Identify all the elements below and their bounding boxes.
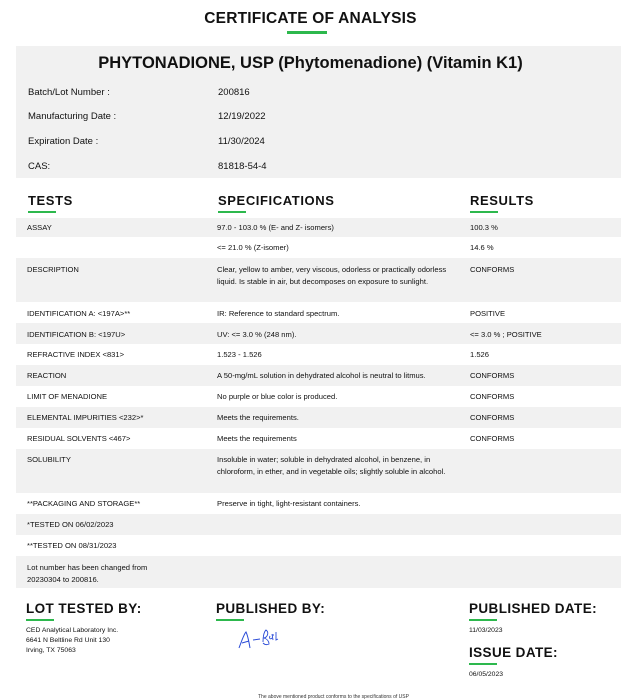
test-name: REACTION (27, 371, 67, 380)
table-row-tested-on-1 (16, 514, 621, 535)
test-specification: Clear, yellow to amber, very viscous, odorless or practically odorless liquid. Is stable in air, but decomposes on exposure to sunlight. (217, 265, 447, 286)
test-result: 14.6 % (470, 243, 494, 252)
issue-date-underline (469, 663, 497, 665)
test-specification: <= 21.0 % (Z-isomer) (217, 243, 289, 252)
batch-lot-value: 200816 (218, 87, 250, 98)
test-note: *TESTED ON 06/02/2023 (27, 520, 114, 529)
test-specification: Meets the requirements. (217, 413, 299, 422)
test-specification: Meets the requirements (217, 434, 297, 443)
test-result: CONFORMS (470, 434, 515, 443)
conformance-statement: The above mentioned product conforms to the specifications of USP (258, 694, 409, 700)
table-row-refractive-index (16, 344, 621, 365)
cas-label: CAS: (28, 161, 51, 172)
expiration-date-label: Expiration Date : (28, 136, 99, 147)
issue-date-heading: ISSUE DATE: (469, 645, 558, 660)
specifications-header-underline (218, 211, 246, 213)
table-row-lot-number-note (16, 556, 621, 588)
test-result: 100.3 % (470, 223, 498, 232)
test-result: CONFORMS (470, 371, 515, 380)
table-row-assay-z-isomer (16, 237, 621, 258)
tests-column-header: TESTS (28, 193, 73, 208)
table-row-solubility (16, 449, 621, 493)
test-specification: No purple or blue color is produced. (217, 392, 338, 401)
published-by-heading: PUBLISHED BY: (216, 601, 326, 616)
signature-image (236, 626, 282, 652)
lot-tested-by-heading: LOT TESTED BY: (26, 601, 142, 616)
table-row-limit-of-menadione (16, 386, 621, 407)
test-note: **TESTED ON 08/31/2023 (27, 541, 117, 550)
expiration-date-value: 11/30/2024 (218, 136, 265, 147)
test-specification: 97.0 - 103.0 % (E- and Z- isomers) (217, 223, 334, 232)
title-underline (287, 31, 327, 34)
test-specification: Insoluble in water; soluble in dehydrated alcohol, in benzene, in chloroform, in ether, and in vegetable oils; slightly soluble in alcohol. (217, 455, 446, 476)
table-row-reaction (16, 365, 621, 386)
published-by-underline (216, 619, 244, 621)
specifications-column-header: SPECIFICATIONS (218, 193, 335, 208)
published-date-heading: PUBLISHED DATE: (469, 601, 598, 616)
table-row-elemental-impurities (16, 407, 621, 428)
cas-value: 81818-54-4 (218, 161, 267, 172)
test-name: IDENTIFICATION A: <197A>** (27, 309, 131, 318)
table-row-assay (16, 218, 621, 237)
lab-address-line2: Irving, TX 75063 (26, 647, 76, 654)
table-row-identification-b (16, 323, 621, 344)
test-specification: Preserve in tight, light-resistant containers. (217, 499, 361, 508)
published-date-underline (469, 619, 497, 621)
table-row-description (16, 258, 621, 302)
test-specification: IR: Reference to standard spectrum. (217, 309, 340, 318)
manufacturing-date-label: Manufacturing Date : (28, 111, 117, 122)
test-name: RESIDUAL SOLVENTS <467> (27, 434, 131, 443)
results-column-header: RESULTS (470, 193, 534, 208)
test-result: CONFORMS (470, 265, 515, 274)
lot-tested-by-underline (26, 619, 54, 621)
lab-address-line1: 6641 N Beltline Rd Unit 130 (26, 637, 110, 644)
table-row-packaging-storage (16, 493, 621, 514)
test-name: REFRACTIVE INDEX <831> (27, 350, 125, 359)
published-date-value: 11/03/2023 (469, 627, 503, 634)
test-specification: 1.523 - 1.526 (217, 350, 262, 359)
manufacturing-date-value: 12/19/2022 (218, 111, 266, 122)
table-row-residual-solvents (16, 428, 621, 449)
batch-lot-label: Batch/Lot Number : (28, 87, 110, 98)
table-row-identification-a (16, 302, 621, 323)
test-result: CONFORMS (470, 392, 515, 401)
product-name: PHYTONADIONE, USP (Phytomenadione) (Vitamin K1) (98, 54, 523, 72)
test-specification: A 50-mg/mL solution in dehydrated alcohol is neutral to litmus. (217, 371, 426, 380)
lab-name: CED Analytical Laboratory Inc. (26, 627, 119, 634)
test-result: 1.526 (470, 350, 490, 359)
test-result: CONFORMS (470, 413, 515, 422)
test-specification: UV: <= 3.0 % (248 nm). (217, 330, 297, 339)
test-result: POSITIVE (470, 309, 506, 318)
test-name: SOLUBILITY (27, 455, 71, 464)
test-result: <= 3.0 % ; POSITIVE (470, 330, 542, 339)
test-name: ASSAY (27, 223, 52, 232)
table-row-tested-on-2 (16, 535, 621, 556)
test-name: IDENTIFICATION B: <197U> (27, 330, 126, 339)
results-header-underline (470, 211, 498, 213)
test-name: ELEMENTAL IMPURITIES <232>* (27, 413, 144, 422)
test-note: Lot number has been changed from 20230304 to 200816. (27, 563, 148, 584)
test-name: DESCRIPTION (27, 265, 79, 274)
document-title: CERTIFICATE OF ANALYSIS (204, 10, 417, 27)
test-name: **PACKAGING AND STORAGE** (27, 499, 141, 508)
test-name: LIMIT OF MENADIONE (27, 392, 108, 401)
issue-date-value: 06/05/2023 (469, 671, 504, 678)
tests-header-underline (28, 211, 56, 213)
